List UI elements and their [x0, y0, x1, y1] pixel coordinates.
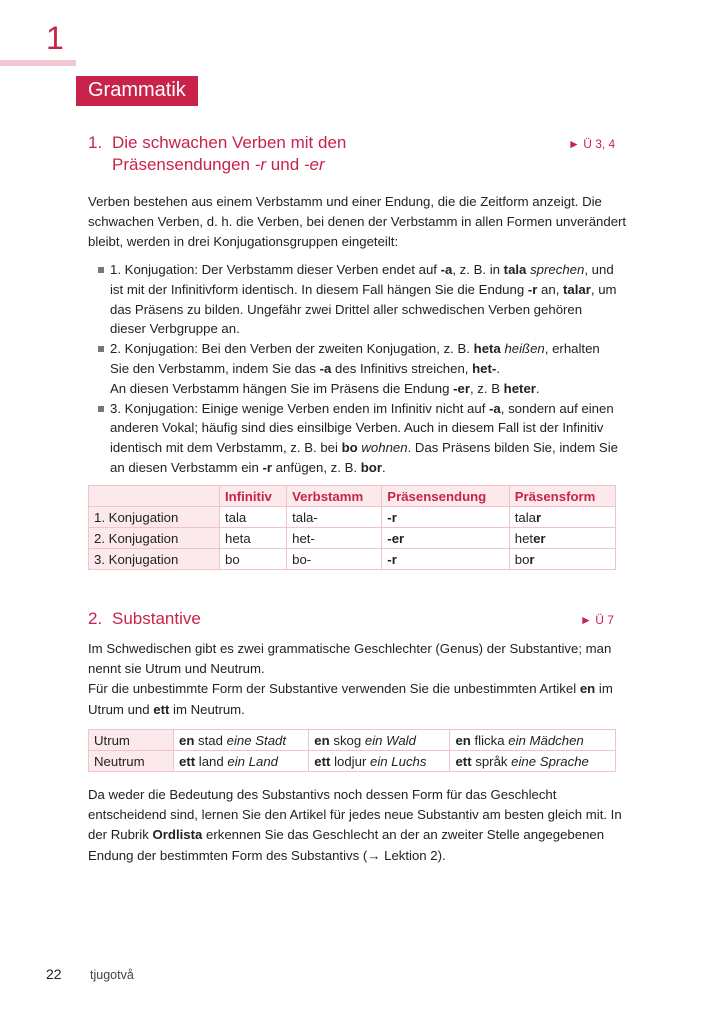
section-2-number: 2.: [88, 609, 103, 628]
table-cell: -er: [382, 528, 509, 549]
table-row: [89, 507, 616, 528]
chapter-rule: [0, 60, 76, 66]
list-item: 2. Konjugation: Bei den Verben der zweiten Konjugation, z. B. heta heißen, erhalten Sie den Verbstamm, indem Sie das -a des Infinitivs streichen, het-. An diesen Verbstamm hängen Sie im Präsens die Endung -er, z. B heter.: [88, 339, 618, 398]
list-item: 3. Konjugation: Einige wenige Verben enden im Infinitiv nicht auf -a, sondern auf einen anderen Vokal; häufig sind dies einsilbige Verben. Auch in diesem Fall ist der Infinitiv identisch mit dem Verbstamm, z. B. bei bo wohnen. Das Präsens bilden Sie, indem Sie an diesen Verbstamm ein -r anfügen, z. B. bor.: [88, 399, 618, 478]
table-cell: -r: [382, 507, 509, 528]
section-1-intro: Verben bestehen aus einem Verbstamm und einer Endung, die die Zeitform anzeigt. Die schwachen Verben, d. h. die Verben, bei denen der Verbstamm in allen Formen unverändert bleibt, werden in drei Konjugationsgruppen eingeteilt:: [88, 194, 627, 250]
section-2-title: Substantive: [112, 609, 201, 628]
table-row-label: Neutrum: [89, 751, 174, 772]
section-1-title-line2: Präsensendungen -r und -er: [112, 155, 325, 174]
conjugation-table: [88, 485, 616, 570]
section-2-intro: [88, 639, 628, 720]
table-header-cell: Präsensform: [509, 486, 615, 507]
table-row-label: Utrum: [89, 730, 174, 751]
bullet-square-icon: [98, 346, 104, 352]
exercise-reference-1: ► Ü 3, 4: [568, 137, 616, 151]
page-number-word: tjugotvå: [90, 968, 134, 982]
section-2-closing: Da weder die Bedeutung des Substantivs noch dessen Form für das Geschlecht entscheidend sind, lernen Sie den Artikel für jedes neue Substantiv am besten gleich mit. In der Rubrik Ordlista erkennen Sie das Geschlecht an der an zweiter Stelle angegebenen Endung der bestimmten Form des Substantivs (→ Lektion 2).: [88, 787, 622, 863]
bullet-square-icon: [98, 406, 104, 412]
table-row: [89, 751, 616, 772]
table-header-cell: [89, 486, 220, 507]
chapter-number: 1: [46, 20, 64, 56]
table-row-label: 3. Konjugation: [89, 549, 220, 570]
paragraph: Im Schwedischen gibt es zwei grammatische Geschlechter (Genus) der Substantive; man nennt sie Utrum und Neutrum.: [88, 641, 612, 677]
table-row: [89, 528, 616, 549]
table-cell: ett språk eine Sprache: [450, 751, 616, 772]
table-cell: en stad eine Stadt: [174, 730, 309, 751]
section-2-heading: [88, 608, 558, 630]
table-cell: en skog ein Wald: [309, 730, 450, 751]
table-cell: tala-: [287, 507, 382, 528]
section-1-title-line1: Die schwachen Verben mit den: [112, 133, 347, 152]
table-cell: bo-: [287, 549, 382, 570]
conjugation-list: [88, 260, 618, 478]
table-cell: het-: [287, 528, 382, 549]
table-header-cell: Verbstamm: [287, 486, 382, 507]
table-cell: en flicka ein Mädchen: [450, 730, 616, 751]
section-1-number: 1.: [88, 133, 103, 152]
table-row: [89, 730, 616, 751]
table-cell: tala: [220, 507, 287, 528]
table-row: [89, 549, 616, 570]
table-row-label: 2. Konjugation: [89, 528, 220, 549]
paragraph: Für die unbestimmte Form der Substantive verwenden Sie die unbestimmten Artikel en im Utrum und ett im Neutrum.: [88, 681, 613, 717]
bullet-square-icon: [98, 267, 104, 273]
list-item: 1. Konjugation: Der Verbstamm dieser Verben endet auf -a, z. B. in tala sprechen, und ist mit der Infinitivform identisch. In diesem Fall hängen Sie die Endung -r an, talar, um das Präsens zu bilden. Ungefähr zwei Drittel aller schwedischen Verben gehören dieser Verbgruppe an.: [88, 260, 618, 339]
section-1-heading: [88, 132, 558, 176]
table-cell: heta: [220, 528, 287, 549]
section-label: Grammatik: [76, 76, 198, 106]
table-cell: heter: [509, 528, 615, 549]
gender-table: [88, 729, 616, 772]
exercise-reference-2: ► Ü 7: [580, 613, 614, 627]
table-cell: bor: [509, 549, 615, 570]
table-cell: bo: [220, 549, 287, 570]
table-row-label: 1. Konjugation: [89, 507, 220, 528]
table-cell: talar: [509, 507, 615, 528]
table-cell: ett lodjur ein Luchs: [309, 751, 450, 772]
table-cell: -r: [382, 549, 509, 570]
table-header-row: [89, 486, 616, 507]
arrow-right-icon: →: [367, 847, 381, 863]
table-header-cell: Infinitiv: [220, 486, 287, 507]
page-number: 22: [46, 966, 62, 982]
table-header-cell: Präsensendung: [382, 486, 509, 507]
table-cell: ett land ein Land: [174, 751, 309, 772]
